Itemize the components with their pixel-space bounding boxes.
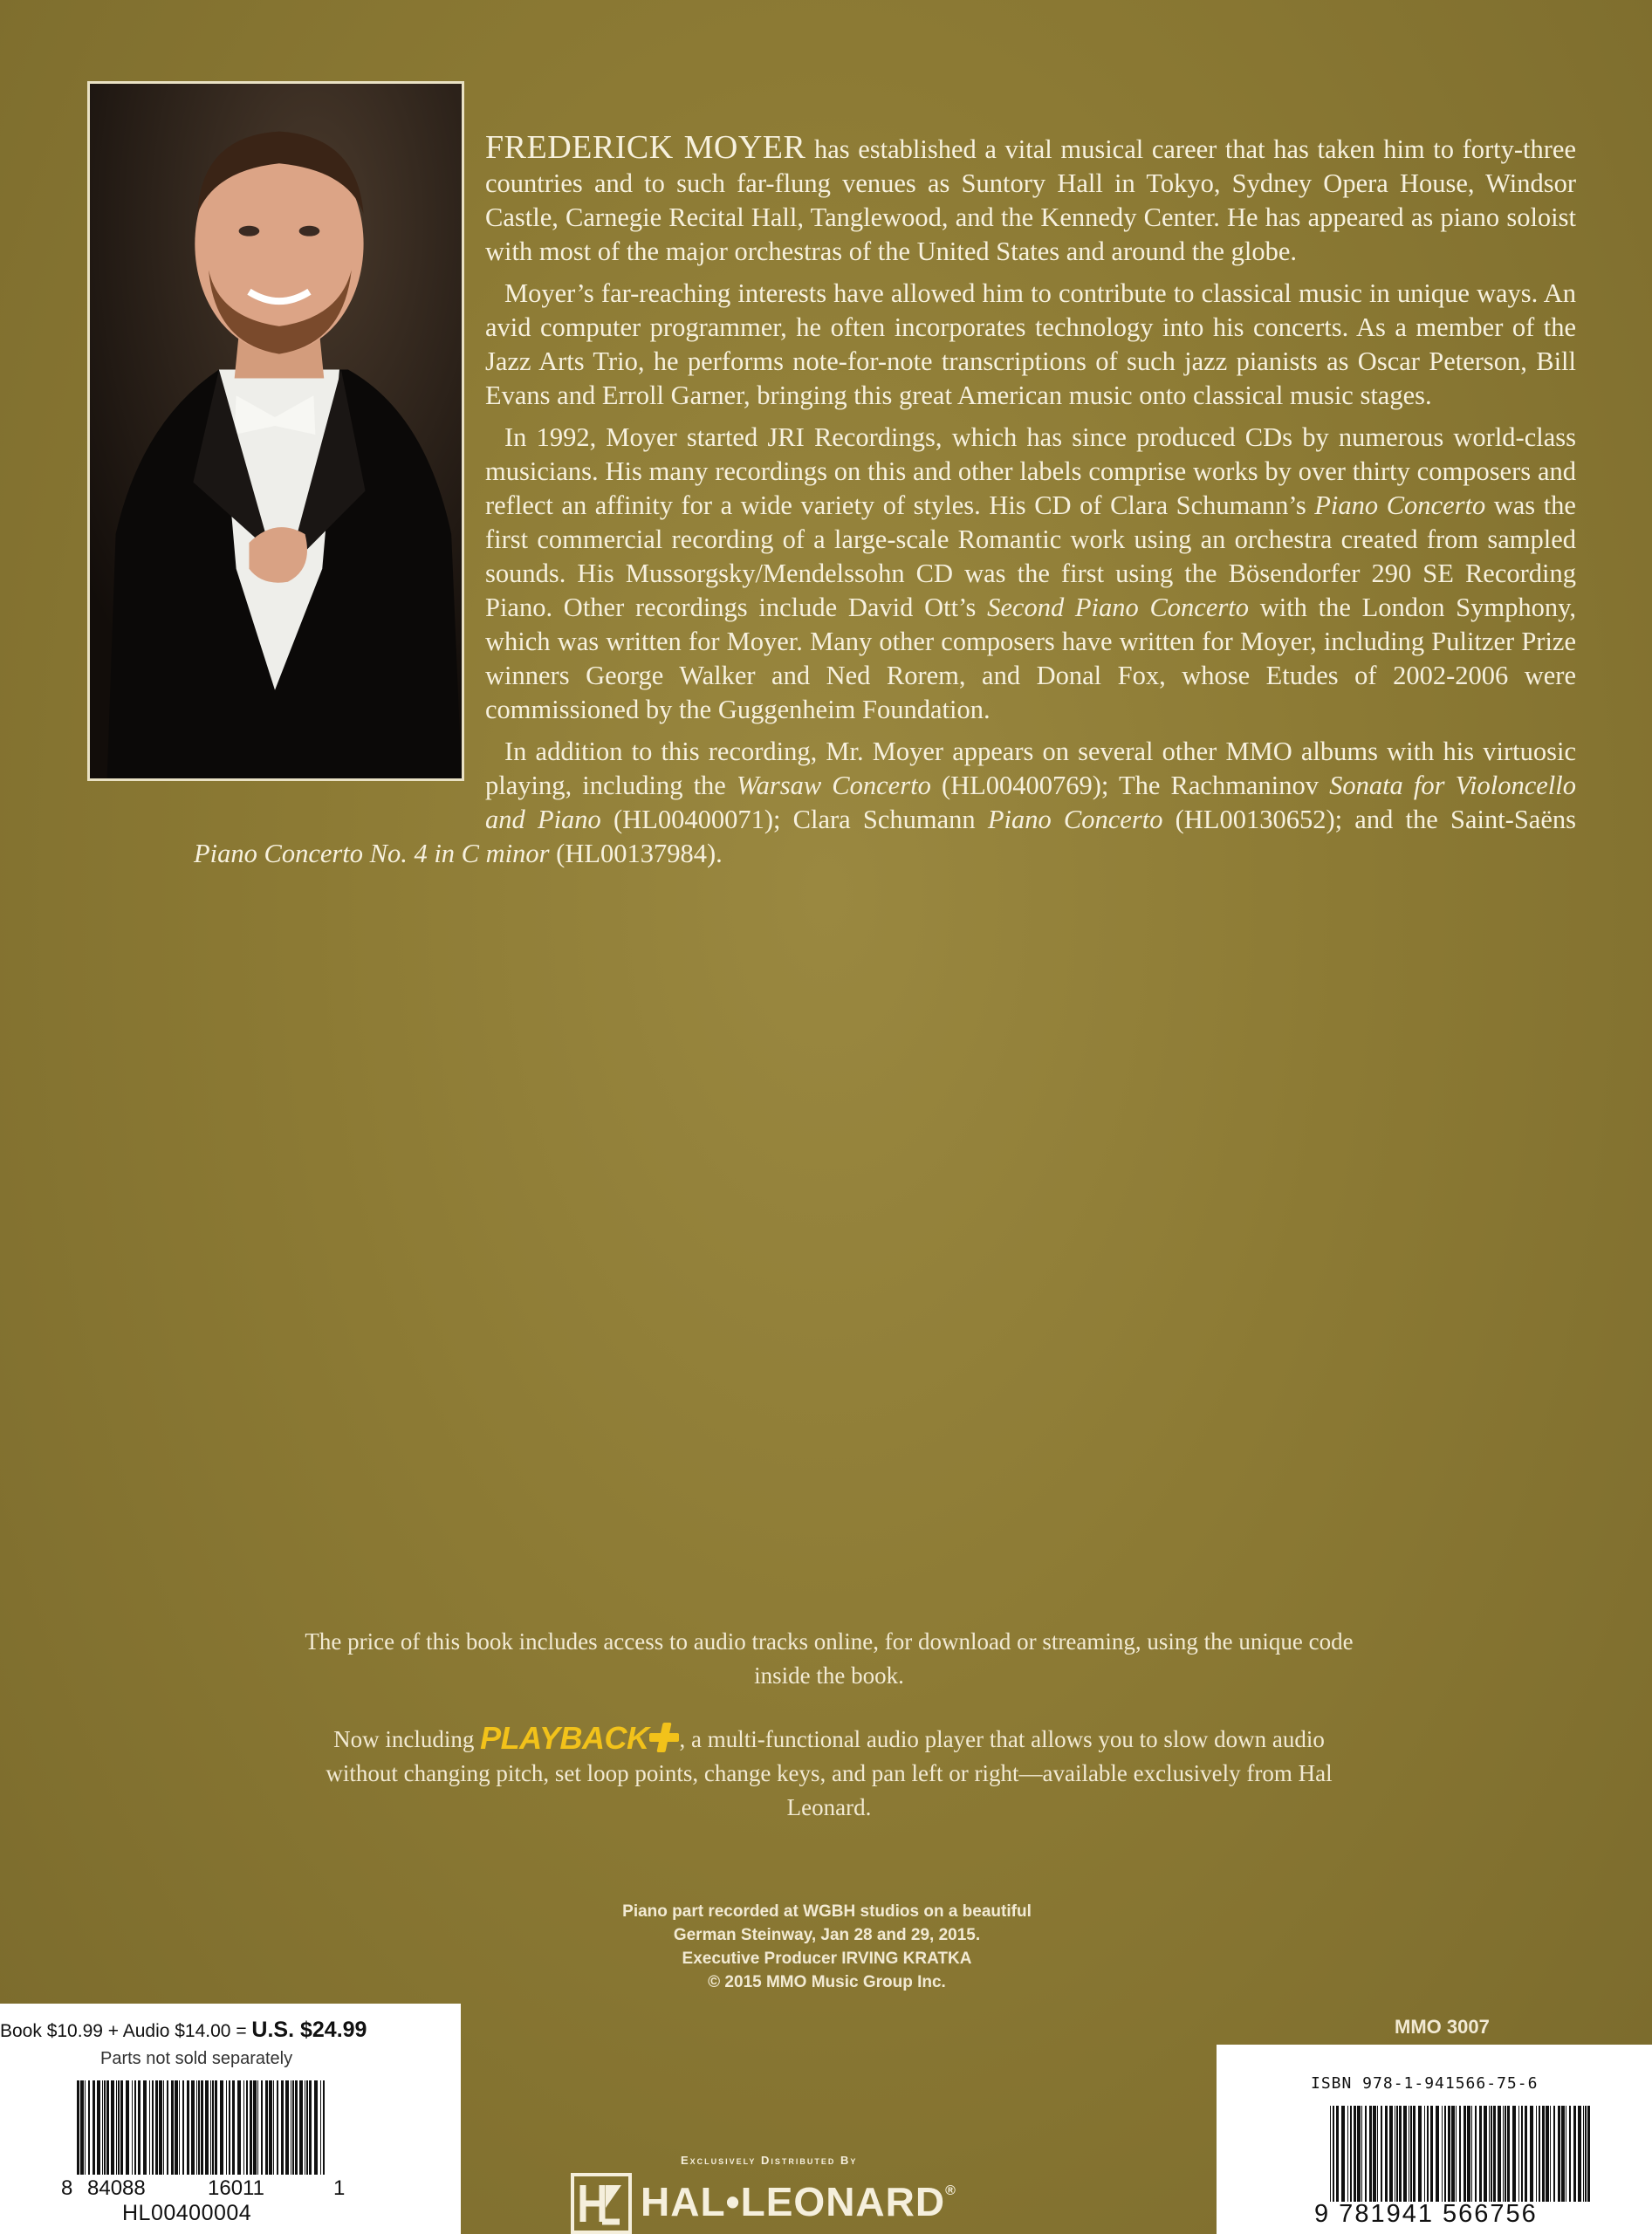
price-line: Book $10.99 + Audio $14.00 = U.S. $24.99 [0,2018,367,2042]
upc-barcode-icon [77,2080,326,2175]
isbn-barcode-box [1217,2045,1652,2234]
upc-digit: 1 [333,2176,346,2200]
hl-item-code: HL00400004 [122,2201,252,2225]
photo-wrap-spacer [194,131,485,805]
playback-plus-text: Now including PLAYBACK , a multi-functional audio player that allows you to slow down audio without changing pitch, set loop points, change keys, and pan left or right—available exclusively from Hal Leonard. [326,1720,1333,1820]
hal-leonard-logo-icon [571,2173,632,2234]
artist-name: FREDERICK MOYER [485,129,806,166]
audio-access-note [297,1625,1361,1825]
bio-paragraph-2: Moyer’s far-reaching interests have allowed him to contribute to classical music in unique ways. An avid computer programmer, he often incorporates technology into his concerts. As a member of the Jazz Arts Trio, he performs note-for-note transcriptions of such jazz pianists as Oscar Peterson, Bill Evans and Erroll Garner, bringing this great American music onto classical music stages. [485,278,1576,410]
isbn-barcode-icon [1330,2106,1592,2202]
isbn-digits: 9 781941 566756 [1314,2200,1538,2228]
parts-note: Parts not sold separately [100,2049,293,2068]
catalog-number: MMO 3007 [1395,2016,1490,2038]
upc-digit: 16011 [208,2176,264,2200]
isbn-label: ISBN 978-1-941566-75-6 [1311,2074,1539,2093]
bio-paragraph-1: FREDERICK MOYER has established a vital musical career that has taken him to forty-three countries and to such far-flung venues as Suntory Hall in Tokyo, Sydney Opera House, Windsor Castle, Carnegie Recital Hall, Tanglewood, and the Kennedy Center. He has appeared as piano soloist with most of the major orchestras of the United States and around the globe. [485,129,1576,266]
audio-access-text: The price of this book includes access to audio tracks online, for download or streaming, using the unique code inside the book. [305,1628,1354,1689]
upc-digit: 84088 [87,2176,146,2200]
bio-paragraph-4: In addition to this recording, Mr. Moyer appears on several other MMO albums with his virtuosic playing, including the Warsaw Concerto (HL00400769); The Rachmaninov Sonata for Violoncello and Piano (HL00400071); Clara Schumann Piano Concerto (HL00130652); and the Saint-Saëns Piano Concerto No. 4 in C minor (HL00137984). [194,737,1577,868]
distributor-label: Exclusively Distributed By [681,2154,858,2167]
bio-paragraph-3: In 1992, Moyer started JRI Recordings, which has since produced CDs by numerous world-class musicians. His many recordings on this and other labels comprise works by over thirty composers and reflect an affinity for a wide variety of styles. His CD of Clara Schumann’s Piano Concerto was the first commercial recording of a large-scale Romantic work using an orchestra created from sampled sounds. His Mussorgsky/Mendelssohn CD was the first using the Bösendorfer 290 SE Recording Piano. Other recordings include David Ott’s Second Piano Concerto with the London Symphony, which was written for Moyer. Many other composers have written for Moyer, including Pulitzer Prize winners George Walker and Ned Rorem, and Donal Fox, whose Etudes of 2002-2006 were commissioned by the Guggenheim Foundation. [485,422,1576,724]
distributor-block [566,2154,1072,2234]
biography [194,131,1576,879]
plus-icon [649,1723,679,1752]
price-barcode-box [0,2004,461,2234]
playback-logo: PLAYBACK [480,1720,649,1756]
hal-leonard-wordmark: HAL•LEONARD® [641,2179,956,2224]
recording-credits: Piano part recorded at WGBH studios on a beautiful German Steinway, Jan 28 and 29, 2015. Executive Producer IRVING KRATKA © 2015 MMO Music Group Inc. [622,1902,1032,1991]
price-total: U.S. $24.99 [251,2018,367,2042]
upc-digit: 8 [61,2176,73,2200]
